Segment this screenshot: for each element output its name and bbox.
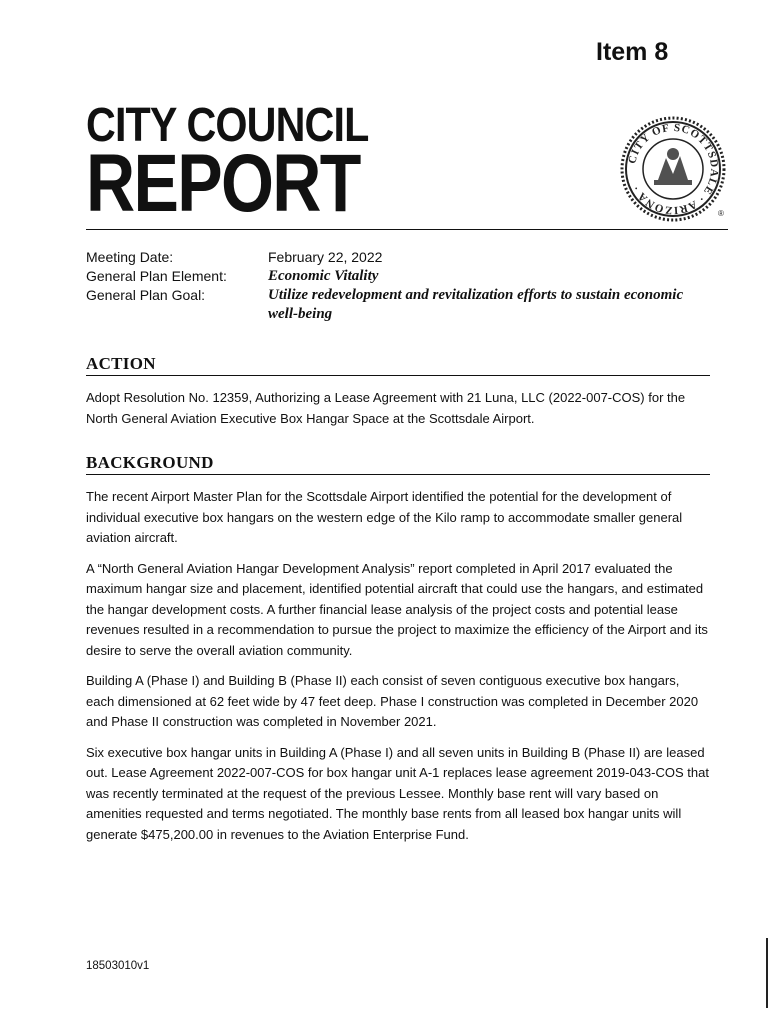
- background-paragraph: Building A (Phase I) and Building B (Phase II) each consist of seven contiguous executive box hangars, each dimensioned at 62 feet wide by 47 feet deep. Phase I construction was completed in December 2020 and Phase II construction was completed in November 2021.: [86, 673, 699, 729]
- section-heading: ACTION: [86, 354, 710, 376]
- document-code: 18503010v1: [86, 960, 150, 972]
- svg-text:CITY OF SCOTTSDALE · ARIZONA ·: CITY OF SCOTTSDALE · ARIZONA ·: [626, 121, 721, 217]
- meta-label: General Plan Goal:: [86, 287, 206, 303]
- margin-line: [766, 938, 768, 1008]
- meta-row-meeting-date: [86, 248, 688, 267]
- meta-value: Utilize redevelopment and revitalization efforts to sustain economic well-being: [268, 287, 684, 322]
- header-divider: [86, 229, 728, 230]
- svg-text:®: ®: [718, 209, 724, 218]
- meta-value: February 22, 2022: [268, 249, 383, 265]
- meta-row-plan-goal: [86, 286, 688, 324]
- background-section: [86, 453, 710, 845]
- meta-label: Meeting Date:: [86, 249, 174, 265]
- city-seal-logo: [618, 114, 728, 224]
- background-paragraph: Six executive box hangar units in Building A (Phase I) and all seven units in Building B (Phase II) are leased out. Lease Agreement 2022-007-COS for box hangar unit A-1 replaces lease agreement 2019-043-COS that was recently terminated at the request of the previous Lessee. Monthly base rent will vary based on amenities requested and terms negotiated. The monthly base rents from all leased box hangar units will generate $475,200.00 in revenues to the Aviation Enterprise Fund.: [86, 744, 709, 842]
- title-city-council: CITY COUNCIL: [86, 99, 369, 152]
- action-text: Adopt Resolution No. 12359, Authorizing a Lease Agreement with 21 Luna, LLC (2022-007-COS) for the North General Aviation Executive Box Hangar Space at the Scottsdale Airport.: [86, 390, 686, 426]
- background-paragraph: A “North General Aviation Hangar Development Analysis” report completed in April 2017 evaluated the maximum hangar size and placement, identified potential aircraft that could use the hangars, and estimated the hangar development costs. A further financial lease analysis of the project costs and potential lease revenues resulted in a recommendation to pursue the project to maximize the efficiency of the Airport and its desire to serve the overall aviation community.: [86, 560, 708, 658]
- item-number: Item 8: [596, 38, 669, 66]
- meta-label: General Plan Element:: [86, 268, 227, 284]
- report-title: [86, 99, 416, 229]
- section-heading: BACKGROUND: [86, 453, 710, 475]
- meeting-meta: [86, 248, 688, 324]
- action-section: [86, 354, 710, 429]
- meta-row-plan-element: [86, 267, 688, 286]
- background-paragraph: The recent Airport Master Plan for the Scottsdale Airport identified the potential for the development of individual executive box hangars on the western edge of the Kilo ramp to accommodate smaller general aviation aircraft.: [86, 489, 683, 545]
- title-report: REPORT: [86, 138, 360, 229]
- meta-value: Economic Vitality: [268, 268, 379, 284]
